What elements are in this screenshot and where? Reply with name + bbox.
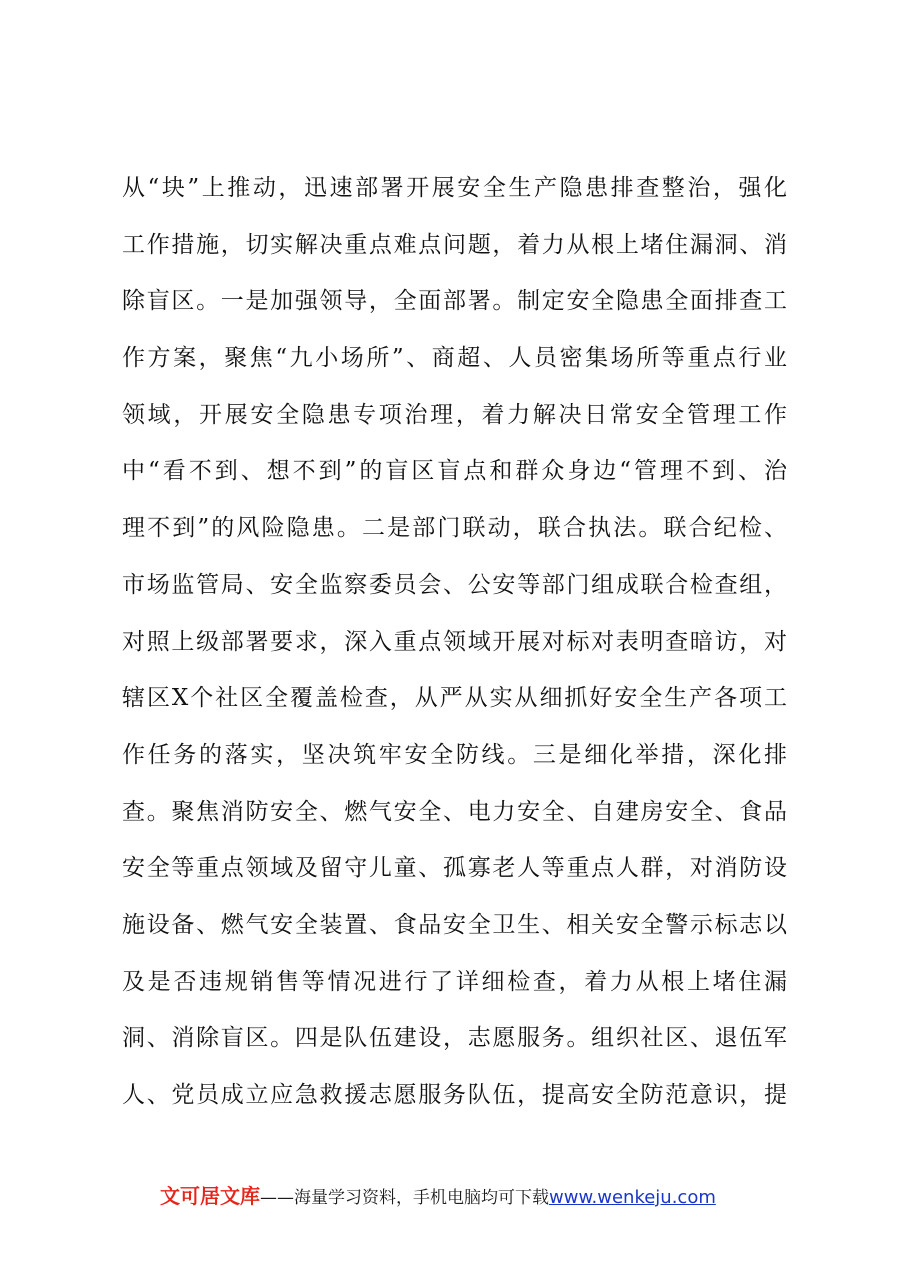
text-line: 除盲区。一是加强领导，全面部署。制定安全隐患全面排查工 xyxy=(122,288,787,315)
text-line: 作任务的落实，坚决筑牢安全防线。三是细化举措，深化排 xyxy=(122,741,787,768)
text-line: 市场监管局、安全监察委员会、公安等部门组成联合检查组， xyxy=(122,571,787,598)
text-line: 人、党员成立应急救援志愿服务队伍，提高安全防范意识，提 xyxy=(122,1082,787,1108)
text-line: 工作措施，切实解决重点难点问题，着力从根上堵住漏洞、消 xyxy=(122,231,787,258)
text-line: 理不到”的风险隐患。二是部门联动，联合执法。联合纪检、 xyxy=(122,515,787,542)
footer-brand: 文可居文库 xyxy=(160,1184,260,1208)
text-line: 对照上级部署要求，深入重点领域开展对标对表明查暗访，对 xyxy=(122,628,787,655)
footer-tagline: ——海量学习资料，手机电脑均可下载 xyxy=(260,1188,549,1208)
text-line: 从“块”上推动，迅速部署开展安全生产隐患排查整治，强化 xyxy=(122,175,787,201)
footer-site-link[interactable]: www.wenkeju.com xyxy=(549,1187,716,1208)
text-line: 查。聚焦消防安全、燃气安全、电力安全、自建房安全、食品 xyxy=(122,798,787,825)
body-paragraph xyxy=(122,160,787,1124)
text-line: 及是否违规销售等情况进行了详细检查，着力从根上堵住漏 xyxy=(122,968,787,995)
text-line: 领域，开展安全隐患专项治理，着力解决日常安全管理工作 xyxy=(122,401,787,428)
footer-banner xyxy=(160,1180,716,1212)
text-line: 安全等重点领域及留守儿童、孤寡老人等重点人群，对消防设 xyxy=(122,855,787,882)
text-line: 洞、消除盲区。四是队伍建设，志愿服务。组织社区、退伍军 xyxy=(122,1025,787,1052)
text-line: 中“看不到、想不到”的盲区盲点和群众身边“管理不到、治 xyxy=(122,458,787,485)
text-line: 作方案，聚焦“九小场所”、商超、人员密集场所等重点行业 xyxy=(122,345,787,372)
text-line: 辖区X个社区全覆盖检查，从严从实从细抓好安全生产各项工 xyxy=(122,685,787,712)
text-line: 施设备、燃气安全装置、食品安全卫生、相关安全警示标志以 xyxy=(122,911,787,938)
